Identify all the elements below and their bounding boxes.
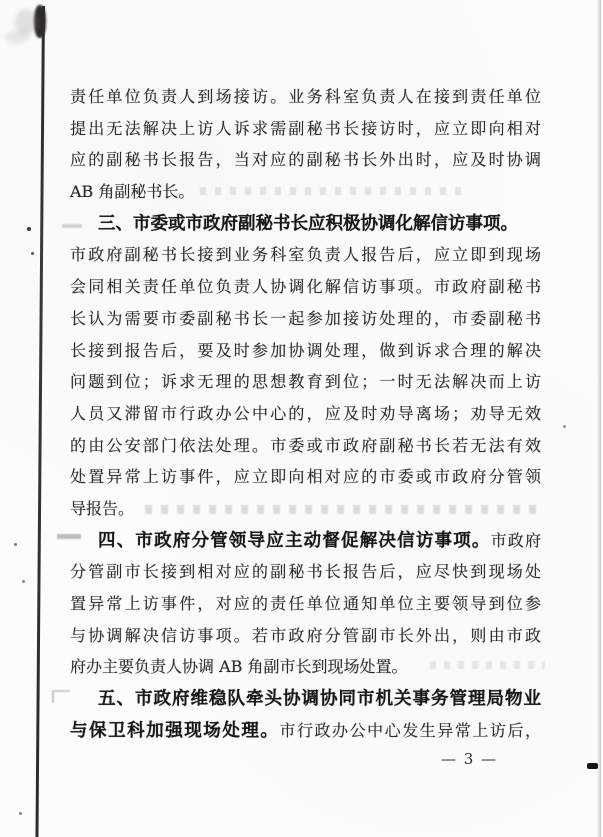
text-line: [70, 366, 541, 398]
heading-line: [70, 715, 541, 747]
text-line: [70, 398, 541, 430]
body-segment: 市政府副秘书长接到业务科室负责人报告后，应立即到现场: [70, 245, 541, 265]
body-segment: AB 角副秘书长。: [70, 182, 195, 202]
heading-line: [70, 525, 541, 557]
body-segment: 长接到报告后，要及时参加协调处理，做到诉求合理的解决: [70, 340, 541, 360]
corner-smudge-artifact: [5, 30, 29, 44]
text-line: [70, 144, 541, 176]
left-edge-ink-blob-artifact: [34, 5, 46, 38]
ink-dot-artifact: [563, 425, 566, 428]
body-segment: 导报告。: [70, 498, 135, 518]
heading-segment: 三、市委或市政府副秘书长应积极协调化解信访事项。: [98, 213, 518, 234]
faint-mark-artifact: [52, 690, 70, 703]
text-line: [70, 239, 541, 271]
body-segment: 置异常上访事件，对应的责任单位通知单位主要领导到位参: [70, 594, 541, 613]
body-segment: 应的副秘书长报告，当对应的副秘书长外出时，应及时协调: [70, 150, 541, 170]
text-line: [70, 271, 541, 303]
corner-smudge-artifact: [15, 9, 37, 35]
heading-line: [70, 208, 541, 240]
body-segment: 的由公安部门依法处理。市委或市政府副秘书长若无法有效: [70, 435, 541, 455]
text-line: [70, 493, 541, 525]
text-line: [70, 303, 541, 335]
page-number: — 3 —: [441, 750, 498, 768]
body-segment: 府办主要负责人协调 AB 角副市长到现场处置。: [70, 657, 408, 677]
body-segment: 分管副市长接到相对应的副秘书长报告后，应尽快到现场处: [70, 562, 541, 582]
ink-dot-artifact: [19, 812, 22, 815]
body-segment: 市政府: [490, 530, 541, 550]
text-line: [70, 588, 541, 620]
ink-dot-artifact: [22, 580, 25, 583]
left-edge-fold-line-artifact: [35, 6, 45, 837]
body-segment: 长认为需要市委副秘书长一起参加接访处理的，市委副秘书: [70, 308, 541, 328]
heading-segment: 四、市政府分管领导应主动督促解决信访事项。: [98, 530, 491, 551]
body-segment: 提出无法解决上访人诉求需副秘书长接访时，应立即向相对: [70, 118, 541, 138]
text-line: [70, 556, 541, 588]
heading-line: [70, 683, 541, 715]
text-line: [70, 461, 541, 493]
body-segment: 与协调解决信访事项。若市政府分管副市长外出，则由市政: [70, 625, 541, 645]
text-line: [70, 335, 541, 367]
text-line: [70, 81, 541, 113]
text-line: [70, 113, 541, 145]
ink-dot-artifact: [14, 543, 17, 546]
text-line: [70, 176, 541, 208]
body-segment: 问题到位；诉求无理的思想教育到位；一时无法解决而上访: [70, 372, 541, 392]
ink-dot-artifact: [27, 227, 31, 231]
body-segment: 处置异常上访事件，应立即向相对应的市委或市政府分管领: [70, 467, 541, 487]
heading-segment: 与保卫科加强现场处理。: [70, 720, 280, 741]
text-line: [70, 620, 541, 652]
body-segment: 市行政办公中心发生异常上访后，: [279, 720, 541, 740]
text-line: [70, 430, 541, 462]
right-edge-ink-dash-artifact: [587, 763, 598, 769]
ink-dot-artifact: [31, 252, 34, 255]
body-segment: 人员又滞留市行政办公中心的，应及时劝导离场；劝导无效: [70, 403, 541, 423]
text-line: [70, 651, 541, 683]
document-body: [70, 81, 541, 746]
body-segment: 会同相关责任单位负责人协调化解信访事项。市政府副秘书: [70, 277, 541, 297]
body-segment: 责任单位负责人到场接访。业务科室负责人在接到责任单位: [70, 87, 541, 106]
right-scan-edge-artifact: [597, 0, 601, 837]
heading-segment: 五、市政府维稳队牵头协调协同市机关事务管理局物业: [98, 689, 541, 710]
